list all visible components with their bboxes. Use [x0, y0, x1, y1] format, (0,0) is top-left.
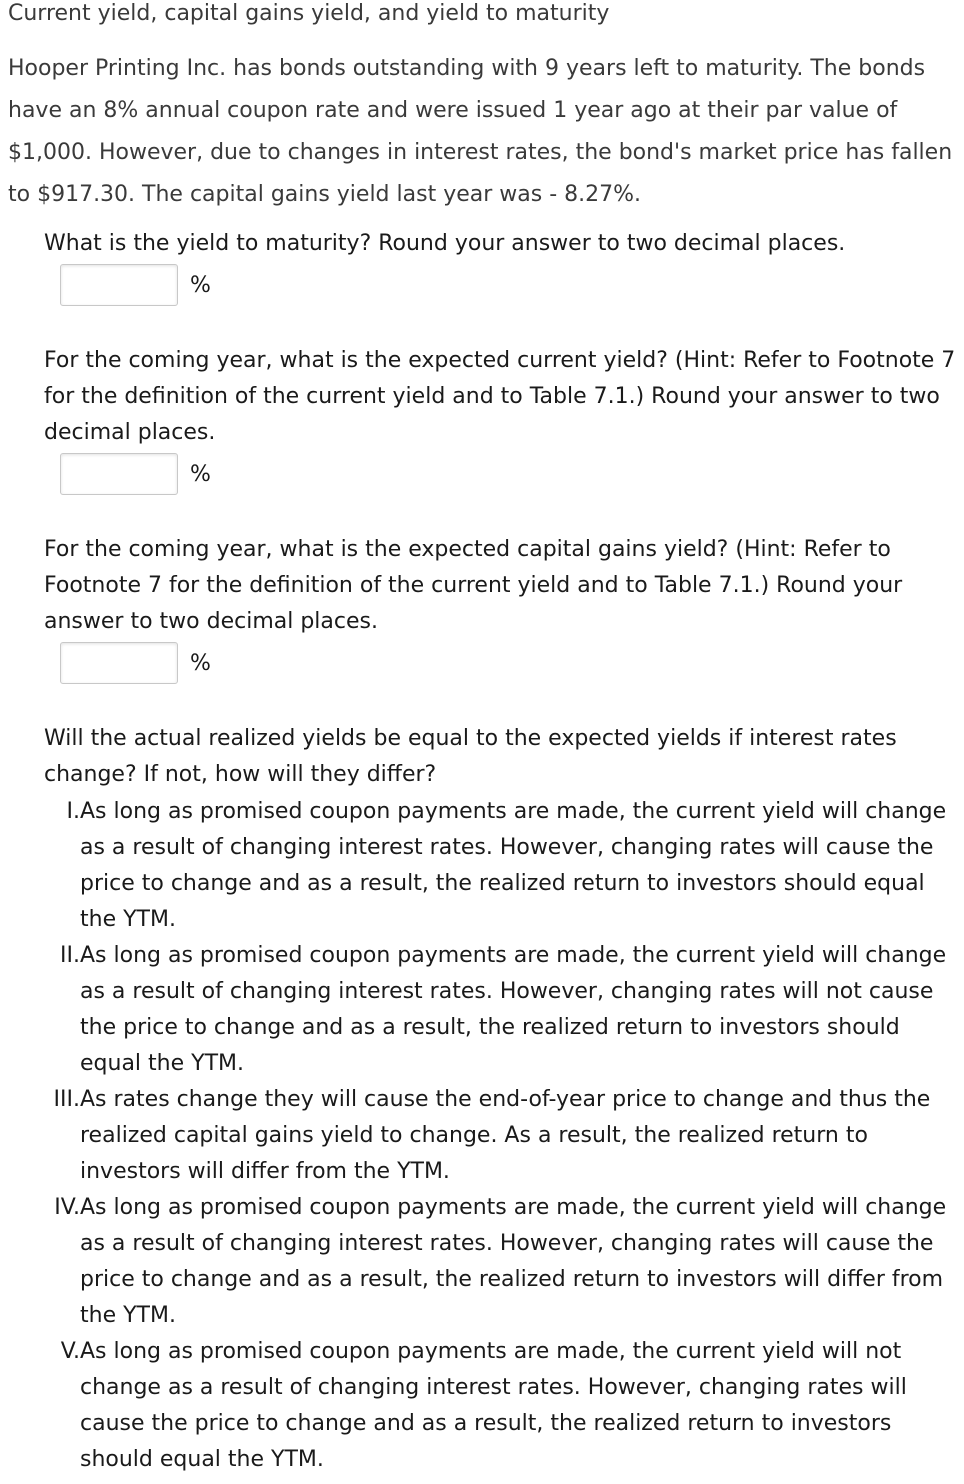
question-b-capital-gains: For the coming year, what is the expected capital gains yield? (Hint: Refer to Footnote 7 for the definition of the current yield and to Table 7.1.) Round your answer to two decimal places. [44, 537, 903, 634]
option-text: As long as promised coupon payments are made, the current yield will change as a result of changing interest rates. However, changing rates will not cause the price to change and as a result, the realized return to investors should equal the YTM. [80, 943, 947, 1076]
option-text: As rates change they will cause the end-of-year price to change and thus the realized capital gains yield to change. As a result, the realized return to investors will differ from the YTM. [80, 1087, 931, 1184]
answer-options [0, 794, 964, 1478]
capital-gains-yield-input[interactable] [60, 642, 178, 684]
question-a-marker [12, 226, 44, 262]
option-text: As long as promised coupon payments are made, the current yield will change as a result of changing interest rates. However, changing rates will cause the price to change and as a result, the realized return to investors should equal the YTM. [80, 799, 947, 932]
question-c-marker [12, 721, 44, 757]
answer-row-b2 [60, 640, 211, 686]
percent-unit: % [190, 272, 211, 298]
option-v[interactable] [0, 1334, 964, 1478]
option-number: II. [60, 943, 80, 968]
page-title: Current yield, capital gains yield, and yield to maturity [8, 1, 610, 26]
option-number: V. [60, 1339, 80, 1364]
answer-row-b [60, 451, 211, 497]
question-b-text: For the coming year, what is the expected current yield? (Hint: Refer to Footnote 7 for the definition of the current yield and to Table 7.1.) Round your answer to two decimal places. [44, 348, 956, 445]
percent-unit: % [190, 461, 211, 487]
question-b-marker [12, 343, 44, 379]
option-text: As long as promised coupon payments are made, the current yield will not change as a result of changing interest rates. However, changing rates will cause the price to change and as a result, the realized return to investors should equal the YTM. [80, 1339, 907, 1472]
percent-unit: % [190, 650, 211, 676]
answer-row-a [60, 262, 211, 308]
question-b [12, 343, 957, 451]
question-a-text: What is the yield to maturity? Round your answer to two decimal places. [44, 231, 846, 256]
option-number: III. [53, 1087, 80, 1112]
question-c [12, 721, 957, 793]
option-ii[interactable] [0, 938, 964, 1082]
ytm-input[interactable] [60, 264, 178, 306]
option-i[interactable] [0, 794, 964, 938]
option-iv[interactable] [0, 1190, 964, 1334]
problem-statement: Hooper Printing Inc. has bonds outstanding with 9 years left to maturity. The bonds have an 8% annual coupon rate and were issued 1 year ago at their par value of $1,000. However, due to changes in interest rates, the bond's market price has fallen to $917.30. The capital gains yield last year was - 8.27%. [8, 56, 953, 207]
option-iii[interactable] [0, 1082, 964, 1190]
current-yield-input[interactable] [60, 453, 178, 495]
option-text: As long as promised coupon payments are made, the current yield will change as a result of changing interest rates. However, changing rates will cause the price to change and as a result, the realized return to investors will differ from the YTM. [80, 1195, 947, 1328]
question-a [12, 226, 957, 262]
question-c-text: Will the actual realized yields be equal to the expected yields if interest rates change? If not, how will they differ? [44, 726, 897, 787]
option-number: IV. [54, 1195, 80, 1220]
option-number: I. [66, 799, 80, 824]
